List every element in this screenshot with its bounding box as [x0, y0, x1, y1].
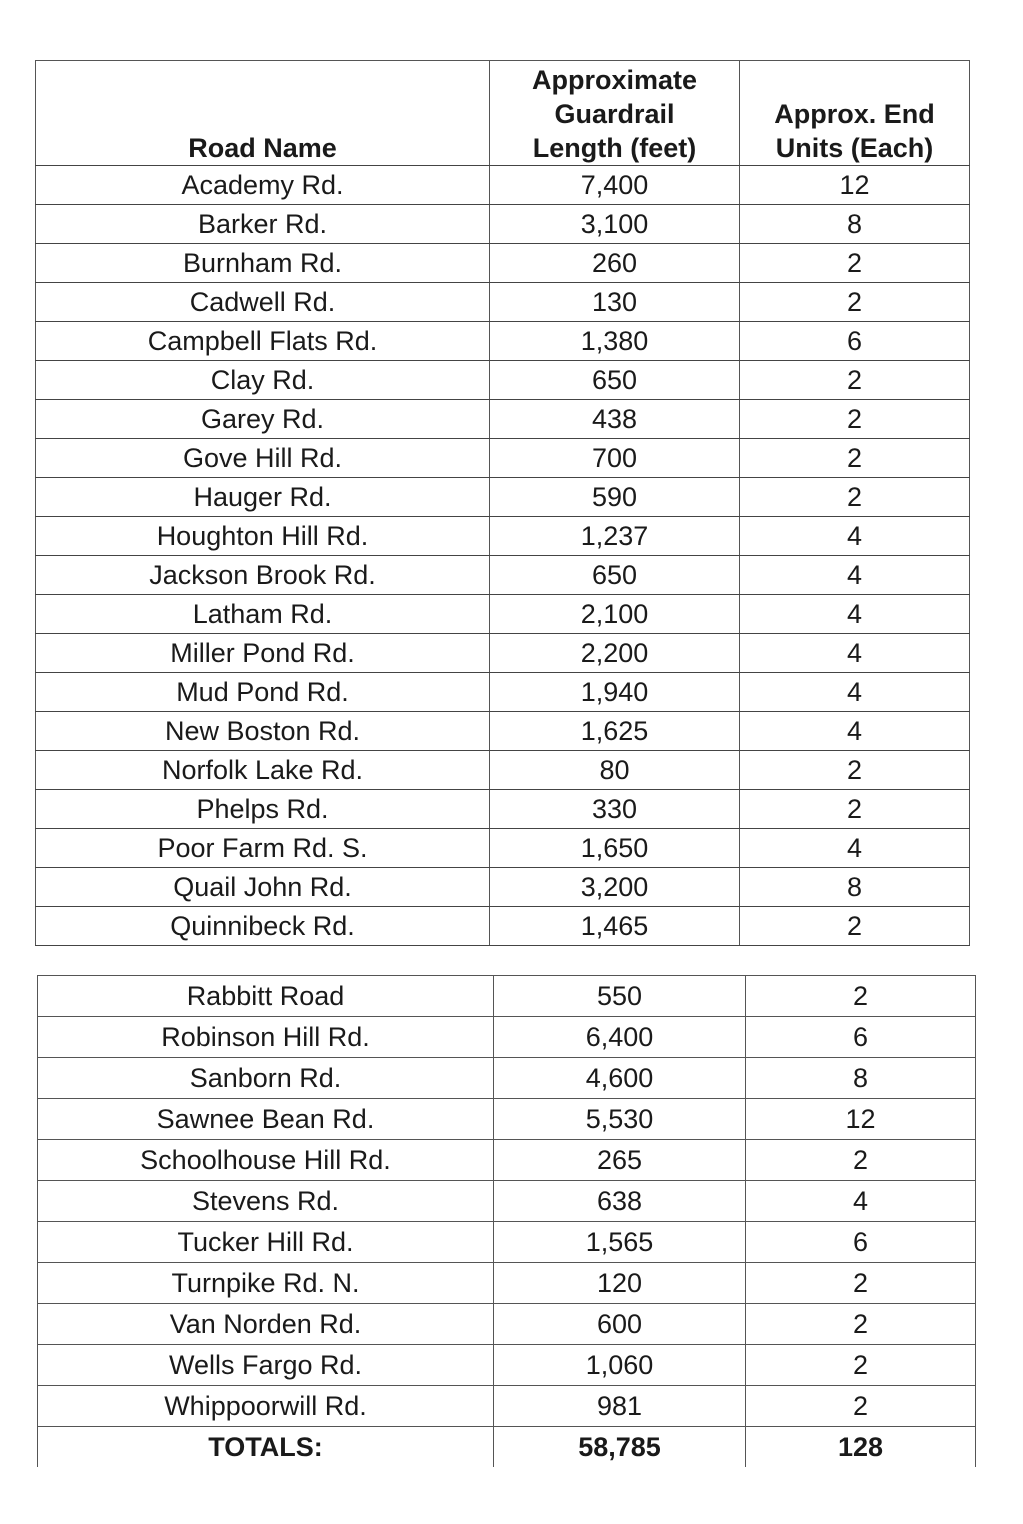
guardrail-length-cell: 600 — [494, 1304, 746, 1345]
guardrail-length-cell: 80 — [490, 751, 740, 790]
end-units-cell: 2 — [746, 1386, 976, 1427]
end-units-cell: 4 — [740, 517, 970, 556]
road-name-cell: Campbell Flats Rd. — [36, 322, 490, 361]
guardrail-length-header-line3: Length (feet) — [532, 133, 697, 163]
road-name-cell: Latham Rd. — [36, 595, 490, 634]
table-row — [38, 1099, 976, 1140]
table-row — [36, 712, 970, 751]
table-row — [38, 1345, 976, 1386]
end-units-cell: 4 — [740, 712, 970, 751]
end-units-cell: 2 — [740, 790, 970, 829]
guardrail-length-cell: 1,625 — [490, 712, 740, 751]
guardrail-length-cell: 1,060 — [494, 1345, 746, 1386]
road-name-cell: Whippoorwill Rd. — [38, 1386, 494, 1427]
table-row — [36, 907, 970, 946]
end-units-cell: 6 — [746, 1017, 976, 1058]
table-row — [36, 634, 970, 673]
end-units-cell: 2 — [746, 1263, 976, 1304]
end-units-cell: 2 — [740, 907, 970, 946]
guardrail-length-cell: 650 — [490, 556, 740, 595]
guardrail-table-top — [35, 60, 970, 946]
table-row — [36, 283, 970, 322]
end-units-header — [740, 61, 970, 166]
guardrail-length-cell: 130 — [490, 283, 740, 322]
table-row — [36, 790, 970, 829]
guardrail-length-cell: 3,200 — [490, 868, 740, 907]
end-units-cell: 2 — [740, 439, 970, 478]
table-row — [38, 1222, 976, 1263]
guardrail-length-cell: 7,400 — [490, 166, 740, 205]
road-name-cell: Quinnibeck Rd. — [36, 907, 490, 946]
totals-row — [38, 1427, 976, 1468]
totals-length: 58,785 — [494, 1427, 746, 1468]
end-units-cell: 8 — [740, 205, 970, 244]
road-name-cell: Jackson Brook Rd. — [36, 556, 490, 595]
road-name-cell: Cadwell Rd. — [36, 283, 490, 322]
page-bottom-margin — [0, 1478, 1023, 1524]
table-row — [38, 1263, 976, 1304]
guardrail-length-cell: 2,200 — [490, 634, 740, 673]
end-units-header-line2: Units (Each) — [775, 133, 934, 163]
road-name-cell: Gove Hill Rd. — [36, 439, 490, 478]
guardrail-length-cell: 650 — [490, 361, 740, 400]
road-name-header-label: Road Name — [188, 133, 337, 163]
header-row — [36, 61, 970, 166]
table-row — [36, 400, 970, 439]
table-row — [36, 478, 970, 517]
end-units-cell: 2 — [746, 1140, 976, 1181]
end-units-cell: 8 — [740, 868, 970, 907]
guardrail-length-cell: 590 — [490, 478, 740, 517]
guardrail-length-cell: 120 — [494, 1263, 746, 1304]
guardrail-length-cell: 1,465 — [490, 907, 740, 946]
guardrail-table-bottom — [37, 975, 976, 1467]
road-name-cell: Stevens Rd. — [38, 1181, 494, 1222]
road-name-cell: Hauger Rd. — [36, 478, 490, 517]
guardrail-length-header — [490, 61, 740, 166]
guardrail-length-cell: 550 — [494, 976, 746, 1017]
end-units-cell: 2 — [746, 1345, 976, 1386]
end-units-cell: 4 — [740, 673, 970, 712]
guardrail-length-header-line1: Approximate — [531, 65, 698, 95]
table-row — [36, 166, 970, 205]
road-name-cell: Robinson Hill Rd. — [38, 1017, 494, 1058]
road-name-cell: Miller Pond Rd. — [36, 634, 490, 673]
end-units-cell: 2 — [740, 244, 970, 283]
guardrail-length-cell: 4,600 — [494, 1058, 746, 1099]
table-row — [38, 976, 976, 1017]
table-row — [38, 1140, 976, 1181]
end-units-cell: 6 — [746, 1222, 976, 1263]
guardrail-length-cell: 265 — [494, 1140, 746, 1181]
road-name-cell: Schoolhouse Hill Rd. — [38, 1140, 494, 1181]
table-row — [36, 556, 970, 595]
guardrail-length-cell: 700 — [490, 439, 740, 478]
table-row — [38, 1058, 976, 1099]
end-units-cell: 4 — [740, 556, 970, 595]
table-row — [36, 868, 970, 907]
table-row — [38, 1181, 976, 1222]
table-row — [36, 595, 970, 634]
guardrail-length-cell: 6,400 — [494, 1017, 746, 1058]
road-name-cell: Turnpike Rd. N. — [38, 1263, 494, 1304]
end-units-cell: 4 — [746, 1181, 976, 1222]
table-row — [36, 244, 970, 283]
table-row — [38, 1304, 976, 1345]
road-name-cell: Barker Rd. — [36, 205, 490, 244]
end-units-cell: 2 — [746, 976, 976, 1017]
guardrail-length-cell: 2,100 — [490, 595, 740, 634]
end-units-cell: 12 — [740, 166, 970, 205]
table-row — [38, 1386, 976, 1427]
road-name-cell: Norfolk Lake Rd. — [36, 751, 490, 790]
road-name-cell: Poor Farm Rd. S. — [36, 829, 490, 868]
road-name-cell: Quail John Rd. — [36, 868, 490, 907]
end-units-cell: 12 — [746, 1099, 976, 1140]
road-name-cell: Rabbitt Road — [38, 976, 494, 1017]
road-name-cell: Clay Rd. — [36, 361, 490, 400]
road-name-cell: Mud Pond Rd. — [36, 673, 490, 712]
table-row — [36, 829, 970, 868]
guardrail-length-cell: 260 — [490, 244, 740, 283]
guardrail-length-cell: 1,940 — [490, 673, 740, 712]
guardrail-length-cell: 638 — [494, 1181, 746, 1222]
table-row — [36, 361, 970, 400]
guardrail-length-cell: 1,565 — [494, 1222, 746, 1263]
guardrail-length-cell: 330 — [490, 790, 740, 829]
road-name-cell: Sanborn Rd. — [38, 1058, 494, 1099]
table-row — [36, 439, 970, 478]
totals-units: 128 — [746, 1427, 976, 1468]
totals-label: TOTALS: — [38, 1427, 494, 1468]
guardrail-length-cell: 1,237 — [490, 517, 740, 556]
end-units-cell: 2 — [740, 478, 970, 517]
road-name-cell: Wells Fargo Rd. — [38, 1345, 494, 1386]
table-row — [36, 205, 970, 244]
road-name-cell: Tucker Hill Rd. — [38, 1222, 494, 1263]
table-row — [36, 322, 970, 361]
end-units-header-line1: Approx. End — [774, 99, 935, 129]
road-name-header — [36, 61, 490, 166]
end-units-cell: 2 — [740, 361, 970, 400]
guardrail-length-cell: 1,380 — [490, 322, 740, 361]
table-row — [38, 1017, 976, 1058]
guardrail-length-header-line2: Guardrail — [554, 99, 675, 129]
end-units-cell: 8 — [746, 1058, 976, 1099]
road-name-cell: Academy Rd. — [36, 166, 490, 205]
end-units-cell: 2 — [746, 1304, 976, 1345]
road-name-cell: New Boston Rd. — [36, 712, 490, 751]
road-name-cell: Sawnee Bean Rd. — [38, 1099, 494, 1140]
end-units-cell: 4 — [740, 595, 970, 634]
table-row — [36, 517, 970, 556]
guardrail-length-cell: 1,650 — [490, 829, 740, 868]
guardrail-length-cell: 981 — [494, 1386, 746, 1427]
road-name-cell: Van Norden Rd. — [38, 1304, 494, 1345]
table-row — [36, 673, 970, 712]
guardrail-length-cell: 5,530 — [494, 1099, 746, 1140]
road-name-cell: Garey Rd. — [36, 400, 490, 439]
end-units-cell: 6 — [740, 322, 970, 361]
end-units-cell: 2 — [740, 400, 970, 439]
end-units-cell: 4 — [740, 829, 970, 868]
guardrail-length-cell: 3,100 — [490, 205, 740, 244]
road-name-cell: Houghton Hill Rd. — [36, 517, 490, 556]
road-name-cell: Phelps Rd. — [36, 790, 490, 829]
table-row — [36, 751, 970, 790]
end-units-cell: 4 — [740, 634, 970, 673]
end-units-cell: 2 — [740, 283, 970, 322]
road-name-cell: Burnham Rd. — [36, 244, 490, 283]
end-units-cell: 2 — [740, 751, 970, 790]
guardrail-length-cell: 438 — [490, 400, 740, 439]
